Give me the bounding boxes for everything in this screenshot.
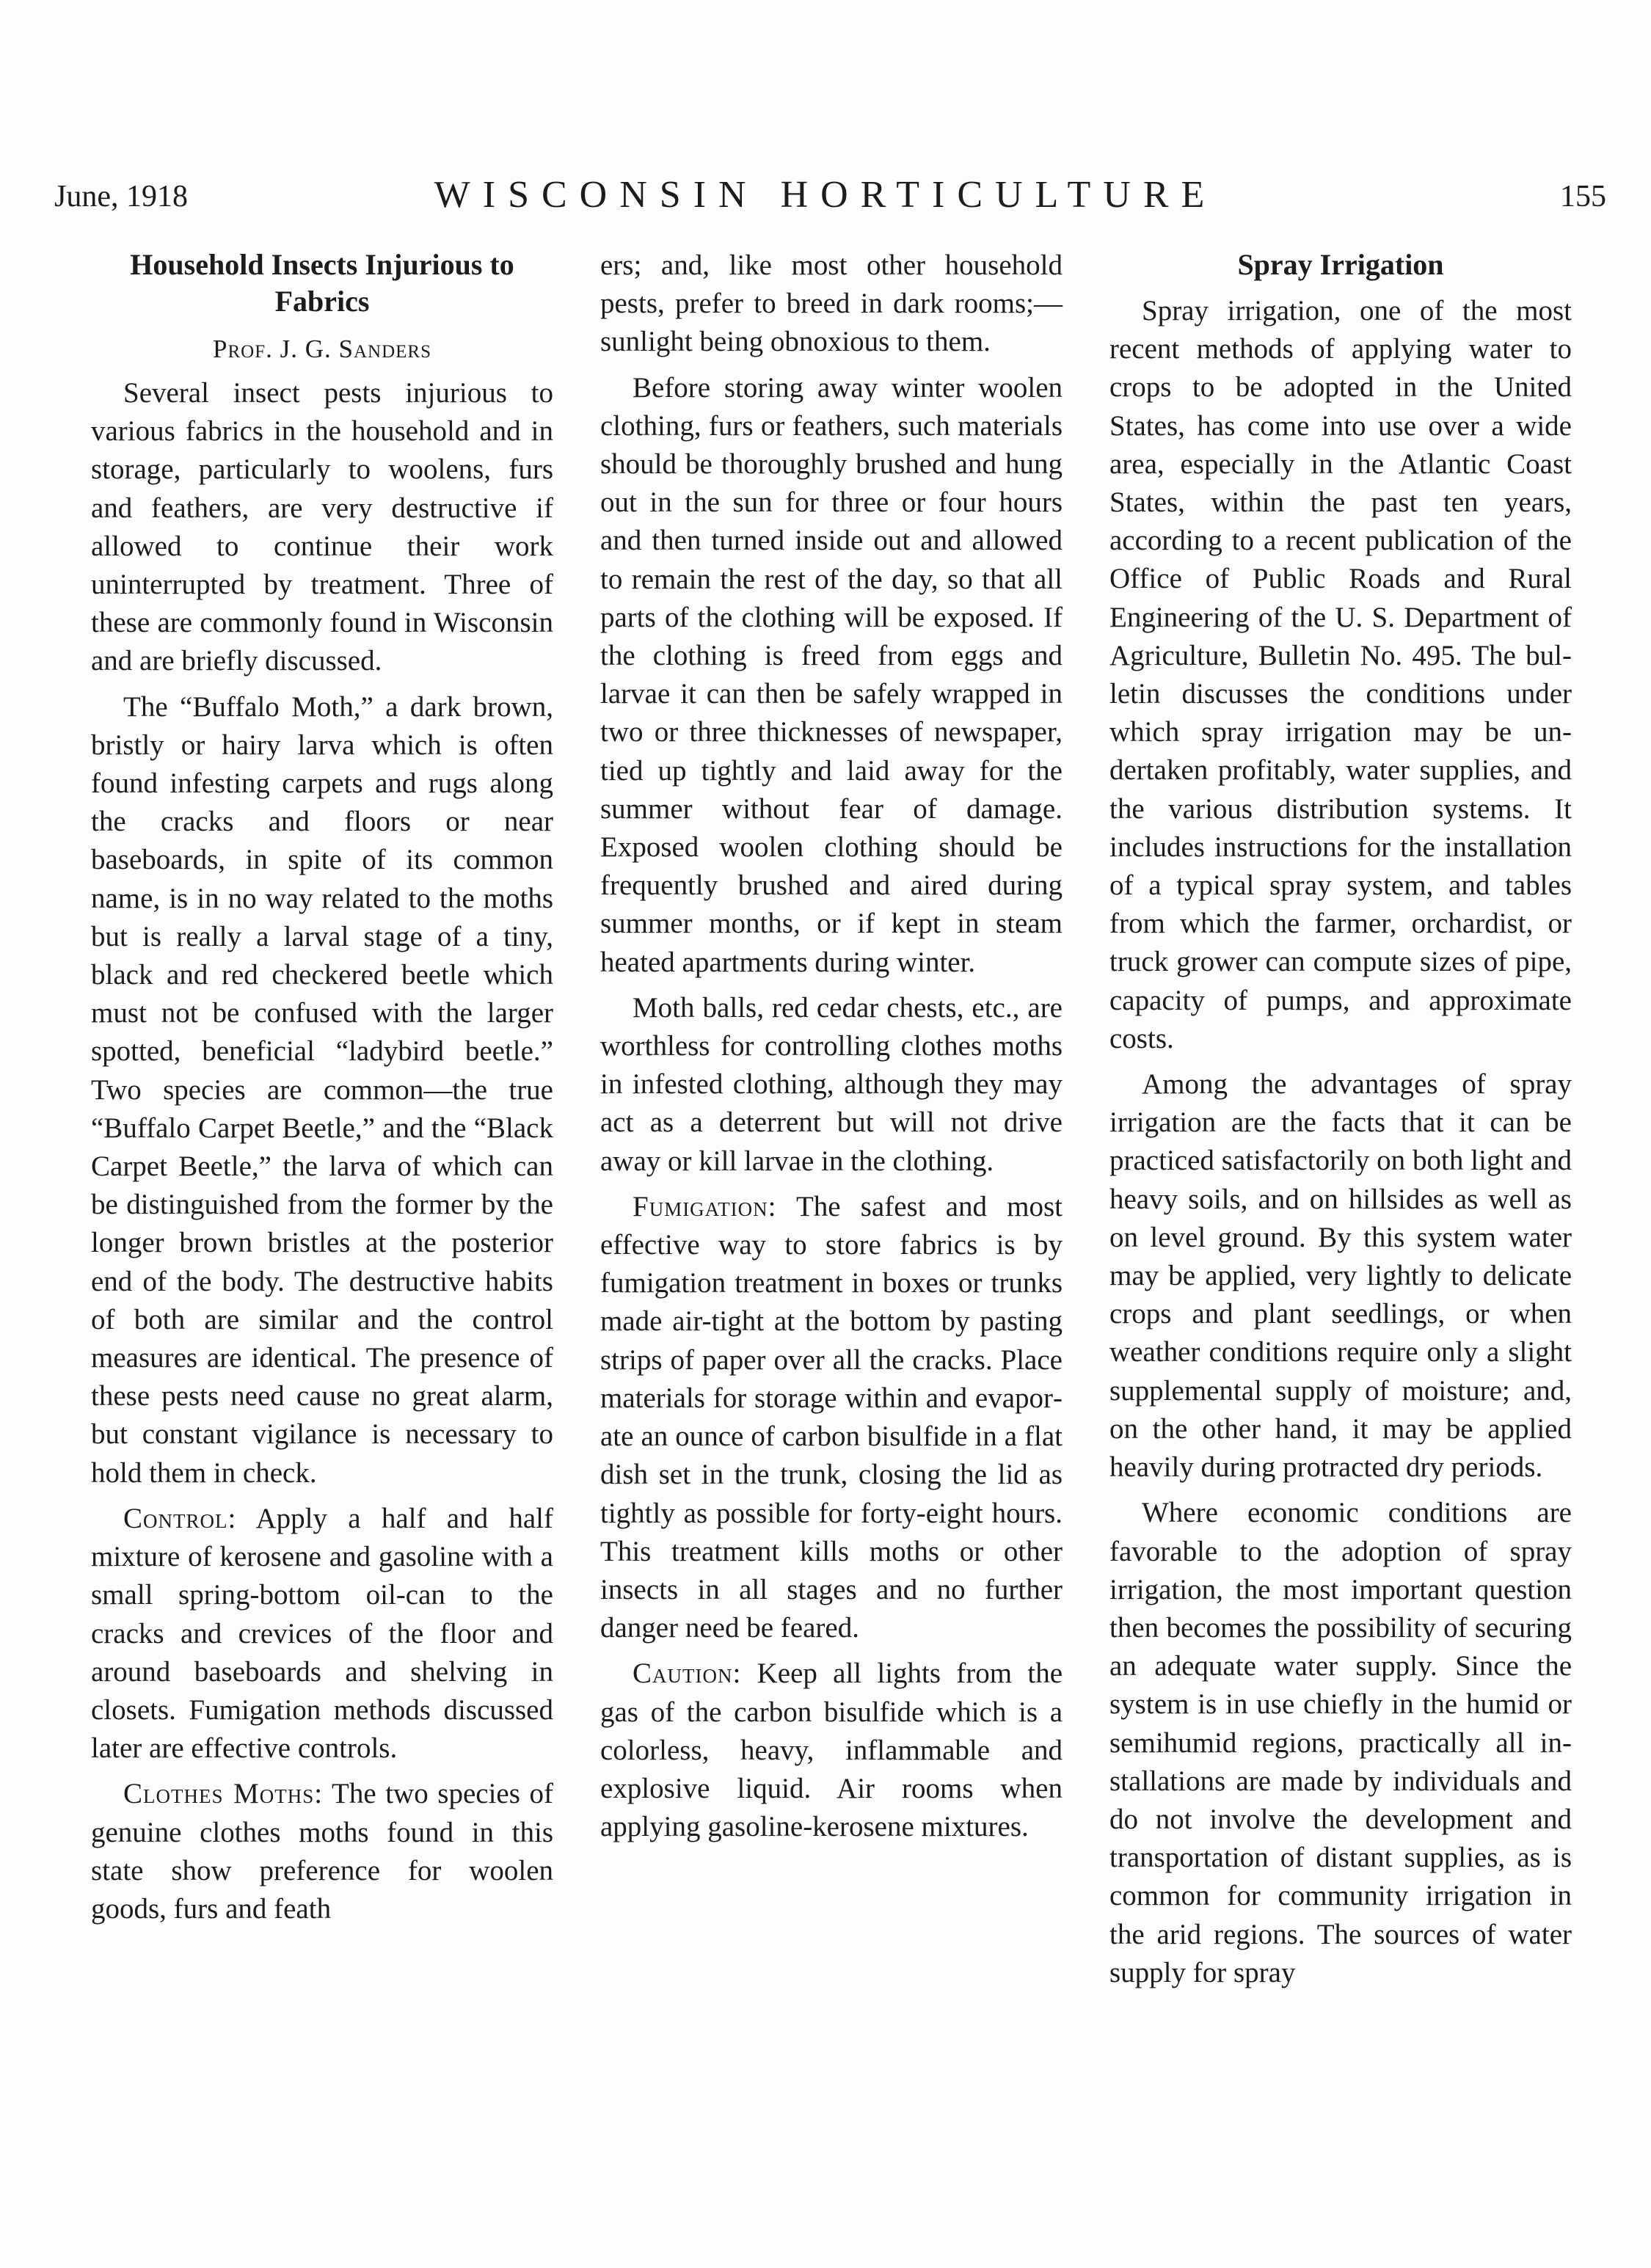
page-header — [0, 173, 1651, 217]
page-number: 155 — [1560, 180, 1606, 214]
paragraph-advantages: Among the advantages of spray irrigation are the facts that it can be practiced satisfactorily on both light and heavy soils, and on hillsides as well as on level ground. By this system water may be applied, very lightly to delicate crops and plant seedlings, or when weather conditions require only a slight supplemental supply of moisture; and, on the other hand, it may be applied heavily during protracted dry periods. — [1109, 1068, 1572, 1484]
clothes-moths-text: The two species of genuine clothes moths found in this state show preference for woolen goods, furs and feath — [91, 1778, 553, 1925]
fumigation-text: The safest and most effective way to store fabrics is by fumigation treatment in boxes or trunks made air-tight at the bottom by pasting strips of paper over all the cracks. Place materials for storage within and evaporate an ounce of carbon bisulfide in a flat dish set in the trunk, closing the lid as tightly as possible for forty-eight hours. This treatment kills moths or other insects in all stages and no further danger need be feared. — [600, 1190, 1063, 1644]
paragraph-control — [91, 1500, 553, 1768]
caution-lead: Caution: — [633, 1658, 742, 1690]
paragraph-storing: Before storing away winter woolen clothing, furs or feathers, such materials should be thoroughly brushed and hung out in the sun for three or four hours and then turned inside out and allowed to remain the rest of the day, so that all parts of the clothing will be exposed. If the clothing is freed from eggs and larvae it can then be safely wrapped in two or three thicknesses of newspaper, tied up tightly and laid away for the summer without fear of damage. Exposed woolen clothing should be frequently brushed and aired during summer months, or if kept in steam heated apartments during winter. — [600, 371, 1063, 978]
clothes-moths-lead: Clothes Moths: — [123, 1778, 324, 1810]
caution-text: Keep all lights from the gas of the carbon bisulfide which is a colorless, heavy, inflammable and explosive liquid. Air rooms when applying gasoline-kerosene mixtures. — [600, 1658, 1063, 1843]
paragraph-caution — [600, 1655, 1063, 1846]
fumigation-lead: Fumigation: — [633, 1190, 777, 1222]
paragraph-economic: Where economic conditions are favorable to the adoption of spray irrigation, the most important question then becomes the possibility of securing an adequate water supply. Since the system is in use chiefly in the humid or semihumid regions, practically all installations are made by individuals and do not involve the development and transportation of distant supplies, as is common for community irrigation in the arid regions. The sources of water supply for spray — [1109, 1497, 1572, 1988]
article-title-household-insects: Household Insects Injurious to Fabrics — [130, 248, 514, 318]
paragraph-intro: Several insect pests injurious to various fabrics in the household and in storage, particularly to woolens, furs and feathers, are very destructive if allowed to continue their work uninterrupted by treatment. Three of these are commonly found in Wisconsin and are briefly discussed. — [91, 377, 553, 677]
article-byline: Prof. J. G. Sanders — [213, 335, 431, 363]
paragraph-buffalo-moth: The “Buffalo Moth,” a dark brown, bristly or hairy larva which is often found infesting carpets and rugs along the cracks and floors or near baseboards, in spite of its common name, is in no way related to the moths but is really a larval stage of a tiny, black and red checkered beetle which must not be confused with the larger spotted, beneficial “ladybird beetle.” Two species are common—the true “Buffalo Carpet Beetle,” and the “Black Carpet Beetle,” the larva of which can be distinguished from the former by the longer brown bristles at the posterior end of the body. The destructive habits of both are similar and the control measures are identical. The presence of these pests need cause no great alarm, but constant vigilance is necessary to hold them in check. — [91, 690, 553, 1489]
paragraph-fumigation — [600, 1188, 1063, 1647]
journal-title: WISCONSIN HORTICULTURE — [434, 174, 1217, 216]
paragraph-continued: ers; and, like most other household pests, prefer to breed in dark rooms;—sunlight being obnoxious to them. — [600, 249, 1063, 358]
control-text: Apply a half and half mixture of kerosene and gasoline with a small spring-bottom oil-can to the cracks and crevices of the floor and around baseboards and shelving in closets. Fumigation methods discussed later are effective controls. — [91, 1502, 553, 1765]
issue-date: June, 1918 — [54, 180, 188, 214]
column-2 — [600, 247, 1063, 1846]
paragraph-clothes-moths — [91, 1775, 553, 1928]
column-3 — [1109, 247, 1572, 1992]
control-lead: Control: — [123, 1502, 237, 1534]
article-title-spray-irrigation: Spray Irrigation — [1237, 248, 1444, 281]
paragraph-spray-intro: Spray irrigation, one of the most recent methods of applying water to crops to be adopted in the United States, has come into use over a wide area, especially in the Atlantic Coast States, within the past ten years, according to a recent publication of the Office of Public Roads and Rural Engineering of the U. S. Department of Agriculture, Bulletin No. 495. The bulletin discusses the conditions under which spray irrigation may be undertaken profitably, water supplies, and the various distribution systems. It includes instructions for the installation of a typical spray system, and tables from which the farmer, orchardist, or truck grower can compute sizes of pipe, capacity of pumps, and approximate costs. — [1109, 295, 1572, 1054]
column-1 — [91, 247, 553, 1928]
paragraph-moth-balls: Moth balls, red cedar chests, etc., are worthless for controlling clothes moths in infested clothing, although they may act as a deterrent but will not drive away or kill larvae in the clothing. — [600, 991, 1063, 1177]
